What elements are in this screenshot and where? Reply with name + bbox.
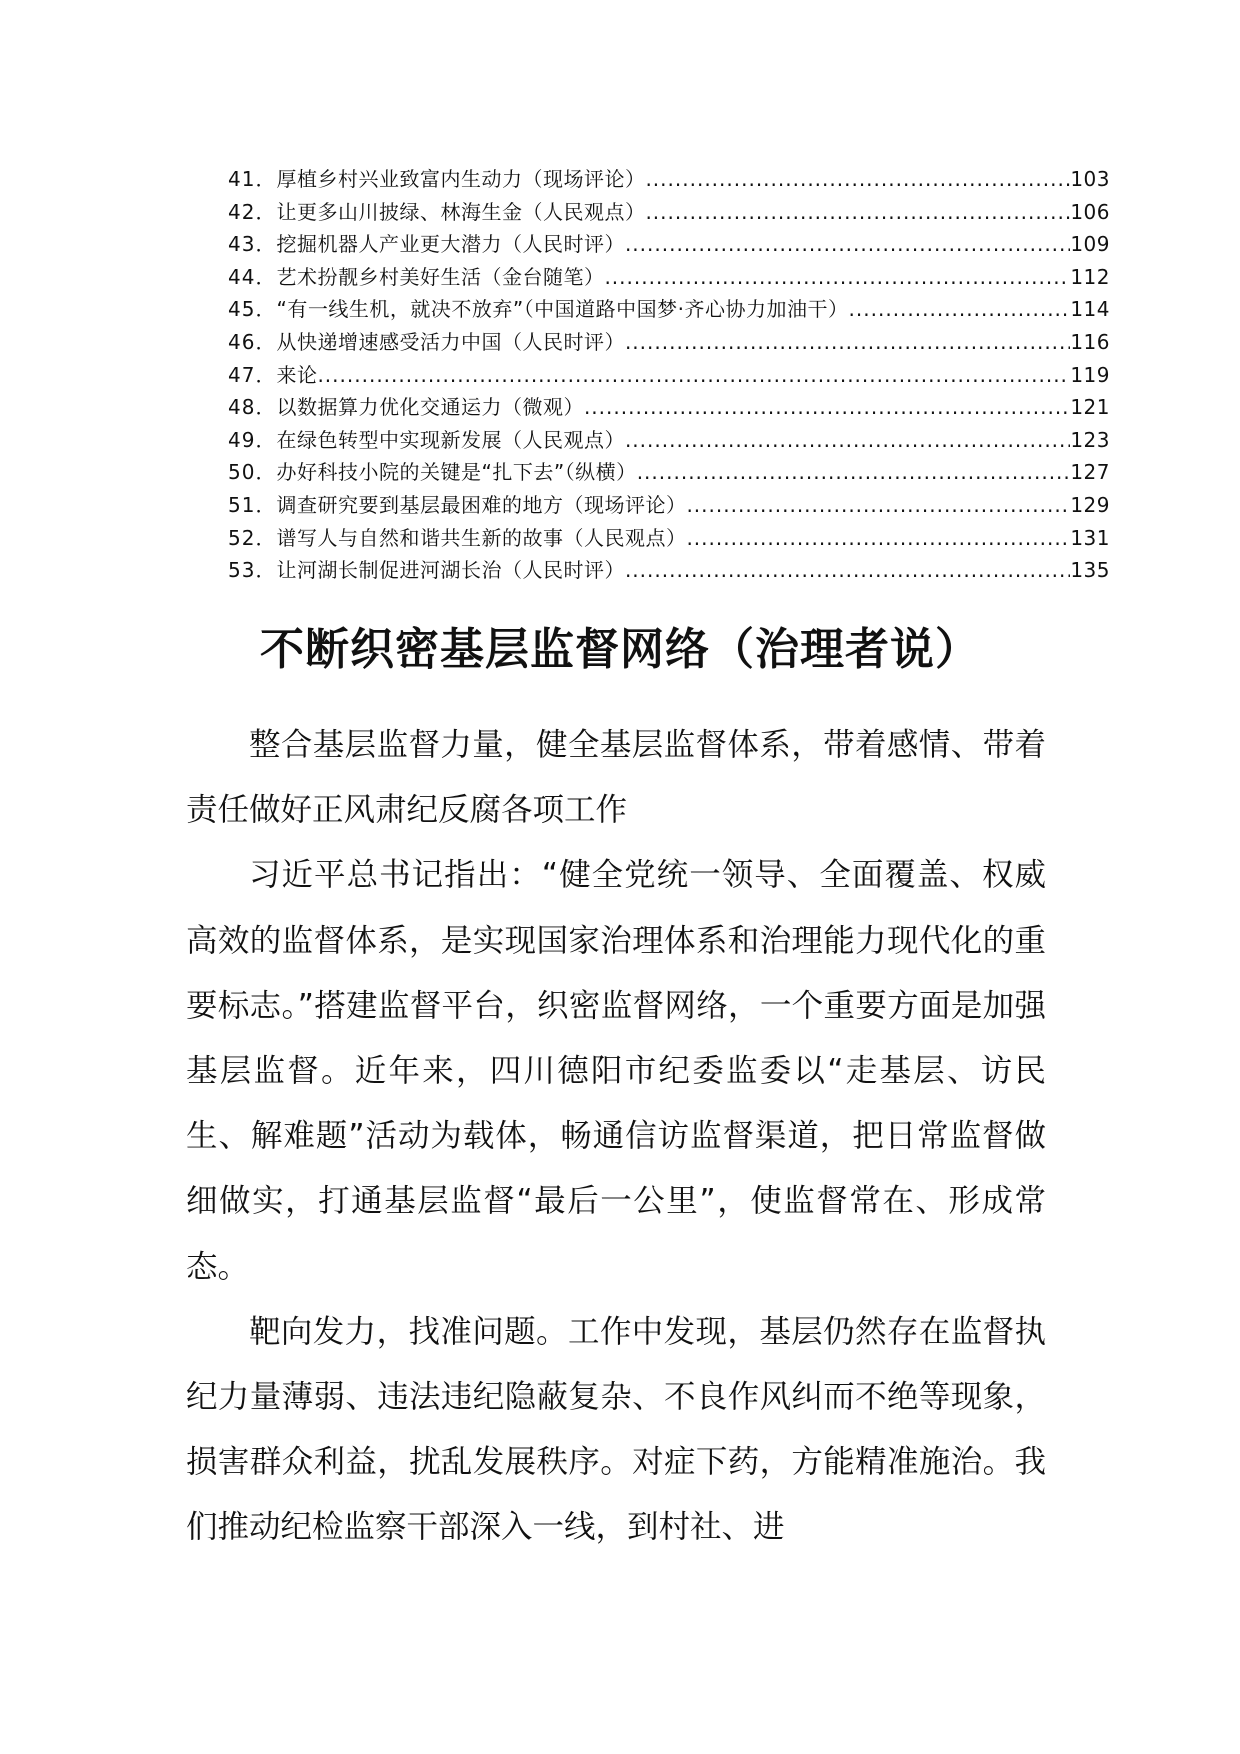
article-paragraph: 靶向发力，找准问题。工作中发现，基层仍然存在监督执纪力量薄弱、违法违纪隐蔽复杂、不良作风纠而不绝等现象，损害群众利益，扰乱发展秩序。对症下药，方能精准施治。我们推动纪检监察干部深入一线，到村社、进 bbox=[186, 1313, 1046, 1546]
toc-entry-title: 在绿色转型中实现新发展（人民观点） bbox=[276, 427, 625, 452]
toc-entry bbox=[228, 554, 1110, 587]
toc-entry bbox=[228, 456, 1110, 489]
toc-entry-leader-dots bbox=[625, 424, 1070, 457]
table-of-contents bbox=[228, 163, 1110, 587]
toc-entry-page-number: 116 bbox=[1070, 329, 1110, 354]
toc-entry-leader-dots bbox=[637, 456, 1071, 489]
toc-entry-title: 从快递增速感受活力中国（人民时评） bbox=[276, 329, 625, 354]
toc-entry-title: 来论 bbox=[276, 362, 318, 387]
toc-entry-title: 挖掘机器人产业更大潜力（人民时评） bbox=[276, 232, 625, 257]
toc-entry bbox=[228, 228, 1110, 261]
toc-entry bbox=[228, 522, 1110, 555]
toc-entry-leader-dots bbox=[686, 522, 1070, 555]
toc-entry bbox=[228, 261, 1110, 294]
toc-entry-page-number: 131 bbox=[1070, 525, 1110, 550]
toc-entry-leader-dots bbox=[584, 391, 1070, 424]
article-body bbox=[186, 713, 1046, 1561]
toc-entry-title: 让更多山川披绿、林海生金（人民观点） bbox=[276, 199, 646, 224]
toc-entry-title: 以数据算力优化交通运力（微观） bbox=[276, 395, 584, 420]
toc-entry-page-number: 127 bbox=[1070, 460, 1110, 485]
toc-entry-title: “有一线生机，就决不放弃”（中国道路中国梦·齐心协力加油干） bbox=[276, 297, 849, 322]
toc-entry-page-number: 112 bbox=[1070, 264, 1110, 289]
toc-entry-leader-dots bbox=[686, 489, 1070, 522]
toc-entry-leader-dots bbox=[625, 228, 1070, 261]
toc-entry-number: 52． bbox=[228, 525, 277, 550]
toc-entry-page-number: 103 bbox=[1070, 167, 1110, 191]
toc-entry bbox=[228, 489, 1110, 522]
toc-entry-number: 44． bbox=[228, 264, 277, 289]
toc-entry bbox=[228, 359, 1110, 392]
toc-entry-page-number: 121 bbox=[1070, 395, 1110, 420]
article-paragraph: 习近平总书记指出：“健全党统一领导、全面覆盖、权威高效的监督体系，是实现国家治理体系和治理能力现代化的重要标志。”搭建监督平台，织密监督网络，一个重要方面是加强基层监督。近年来，四川德阳市纪委监委以“走基层、访民生、解难题”活动为载体，畅通信访监督渠道，把日常监督做细做实，打通基层监督“最后一公里”，使监督常在、形成常态。 bbox=[186, 857, 1046, 1285]
toc-entry-number: 43． bbox=[228, 232, 277, 257]
toc-entry-number: 41． bbox=[228, 167, 277, 191]
toc-entry-number: 45． bbox=[228, 297, 277, 322]
toc-entry-page-number: 109 bbox=[1070, 232, 1110, 257]
toc-entry-page-number: 123 bbox=[1070, 427, 1110, 452]
toc-entry-number: 49． bbox=[228, 427, 277, 452]
toc-entry-leader-dots bbox=[317, 359, 1070, 392]
toc-entry-leader-dots bbox=[849, 293, 1071, 326]
toc-entry-number: 46． bbox=[228, 329, 277, 354]
toc-entry-number: 51． bbox=[228, 492, 277, 517]
toc-entry-number: 47． bbox=[228, 362, 277, 387]
toc-entry-page-number: 135 bbox=[1070, 558, 1110, 583]
toc-entry-title: 调查研究要到基层最困难的地方（现场评论） bbox=[276, 492, 687, 517]
toc-entry-leader-dots bbox=[625, 554, 1070, 587]
toc-entry bbox=[228, 163, 1110, 196]
toc-entry-title: 艺术扮靓乡村美好生活（金台随笔） bbox=[276, 264, 605, 289]
toc-entry-page-number: 114 bbox=[1070, 297, 1110, 322]
toc-entry-number: 48． bbox=[228, 395, 277, 420]
article-paragraph: 整合基层监督力量，健全基层监督体系，带着感情、带着责任做好正风肃纪反腐各项工作 bbox=[186, 727, 1046, 829]
article-title: 不断织密基层监督网络（治理者说） bbox=[260, 624, 980, 675]
toc-entry-leader-dots bbox=[645, 196, 1070, 229]
toc-entry-title: 谱写人与自然和谐共生新的故事（人民观点） bbox=[276, 525, 687, 550]
toc-entry-page-number: 129 bbox=[1070, 492, 1110, 517]
toc-entry-number: 42． bbox=[228, 199, 277, 224]
toc-entry-leader-dots bbox=[604, 261, 1070, 294]
toc-entry bbox=[228, 326, 1110, 359]
toc-entry bbox=[228, 391, 1110, 424]
toc-entry-title: 让河湖长制促进河湖长治（人民时评） bbox=[276, 558, 625, 583]
toc-entry-number: 53． bbox=[228, 558, 277, 583]
toc-entry-title: 厚植乡村兴业致富内生动力（现场评论） bbox=[276, 167, 646, 191]
toc-entry-leader-dots bbox=[625, 326, 1070, 359]
toc-entry-number: 50． bbox=[228, 460, 277, 485]
toc-entry-title: 办好科技小院的关键是“扎下去”（纵横） bbox=[276, 460, 637, 485]
toc-entry-page-number: 119 bbox=[1070, 362, 1110, 387]
toc-entry bbox=[228, 424, 1110, 457]
toc-entry-page-number: 106 bbox=[1070, 199, 1110, 224]
toc-entry-leader-dots bbox=[645, 163, 1070, 196]
toc-entry bbox=[228, 196, 1110, 229]
toc-entry bbox=[228, 293, 1110, 326]
